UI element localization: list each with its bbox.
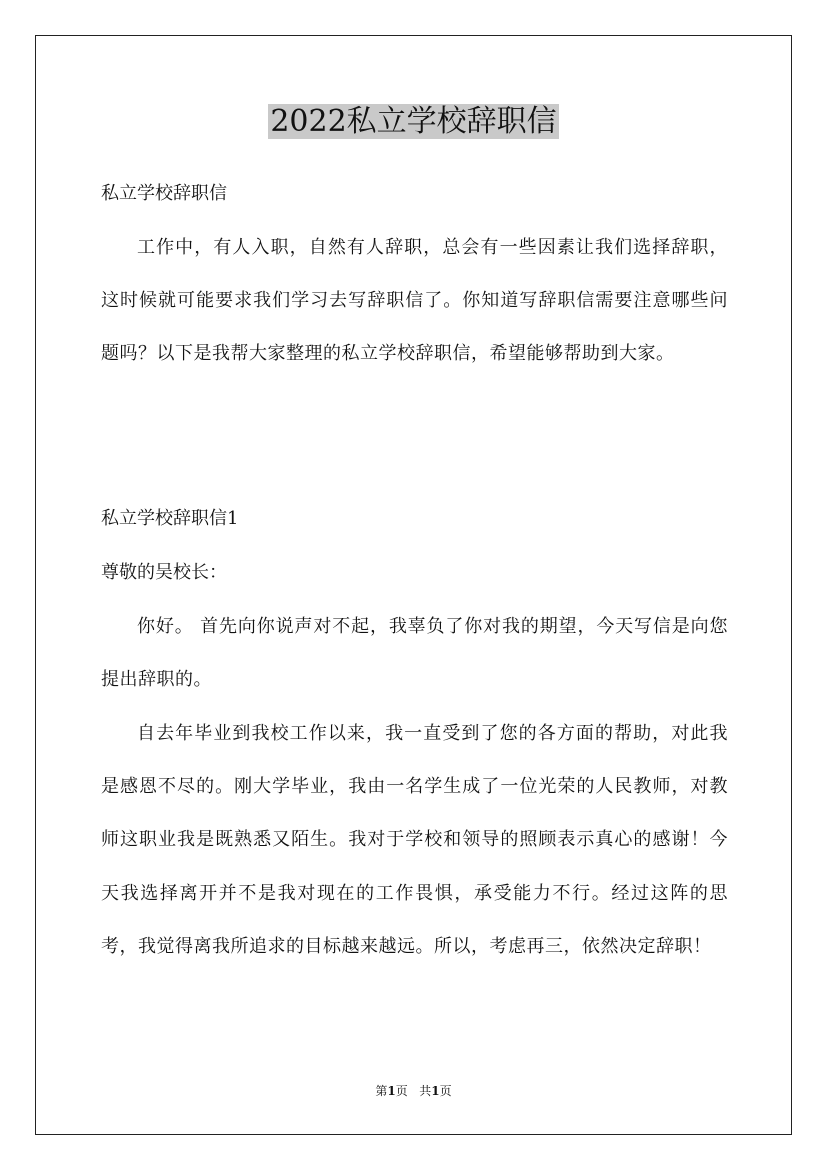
footer-page-prefix: 第	[375, 1084, 388, 1098]
footer-page-number: 1	[387, 1084, 396, 1098]
heading-letter-1: 私立学校辞职信1	[101, 508, 239, 529]
salutation: 尊敬的吴校长：	[101, 562, 227, 583]
document-title-text: 2022私立学校辞职信	[270, 104, 557, 139]
footer-total-pages: 1	[431, 1084, 440, 1098]
paragraph-2: 自去年毕业到我校工作以来，我一直受到了您的各方面的帮助，对此我是感恩不尽的。刚大学毕业，我由一名学生成了一位光荣的人民教师，对教师这职业我是既熟悉又陌生。我对于学校和领导的照顾表示真心的感谢！今天我选择离开并不是我对现在的工作畏惧，承受能力不行。经过这阵的思考，我觉得离我所追求的目标越来越远。所以，考虑再三，依然决定辞职！	[101, 723, 728, 957]
paragraph-1: 你好。 首先向你说声对不起，我辜负了你对我的期望，今天写信是向您提出辞职的。	[101, 616, 728, 691]
footer-page-mid: 页 共	[395, 1084, 432, 1098]
heading-main: 私立学校辞职信	[101, 183, 227, 204]
page-footer	[0, 1083, 827, 1099]
footer-page-suffix: 页	[439, 1084, 452, 1098]
intro-paragraph: 工作中，有人入职，自然有人辞职，总会有一些因素让我们选择辞职，这时候就可能要求我们学习去写辞职信了。你知道写辞职信需要注意哪些问题吗？以下是我帮大家整理的私立学校辞职信，希望能够帮助到大家。	[101, 237, 728, 365]
document-title	[0, 104, 827, 140]
